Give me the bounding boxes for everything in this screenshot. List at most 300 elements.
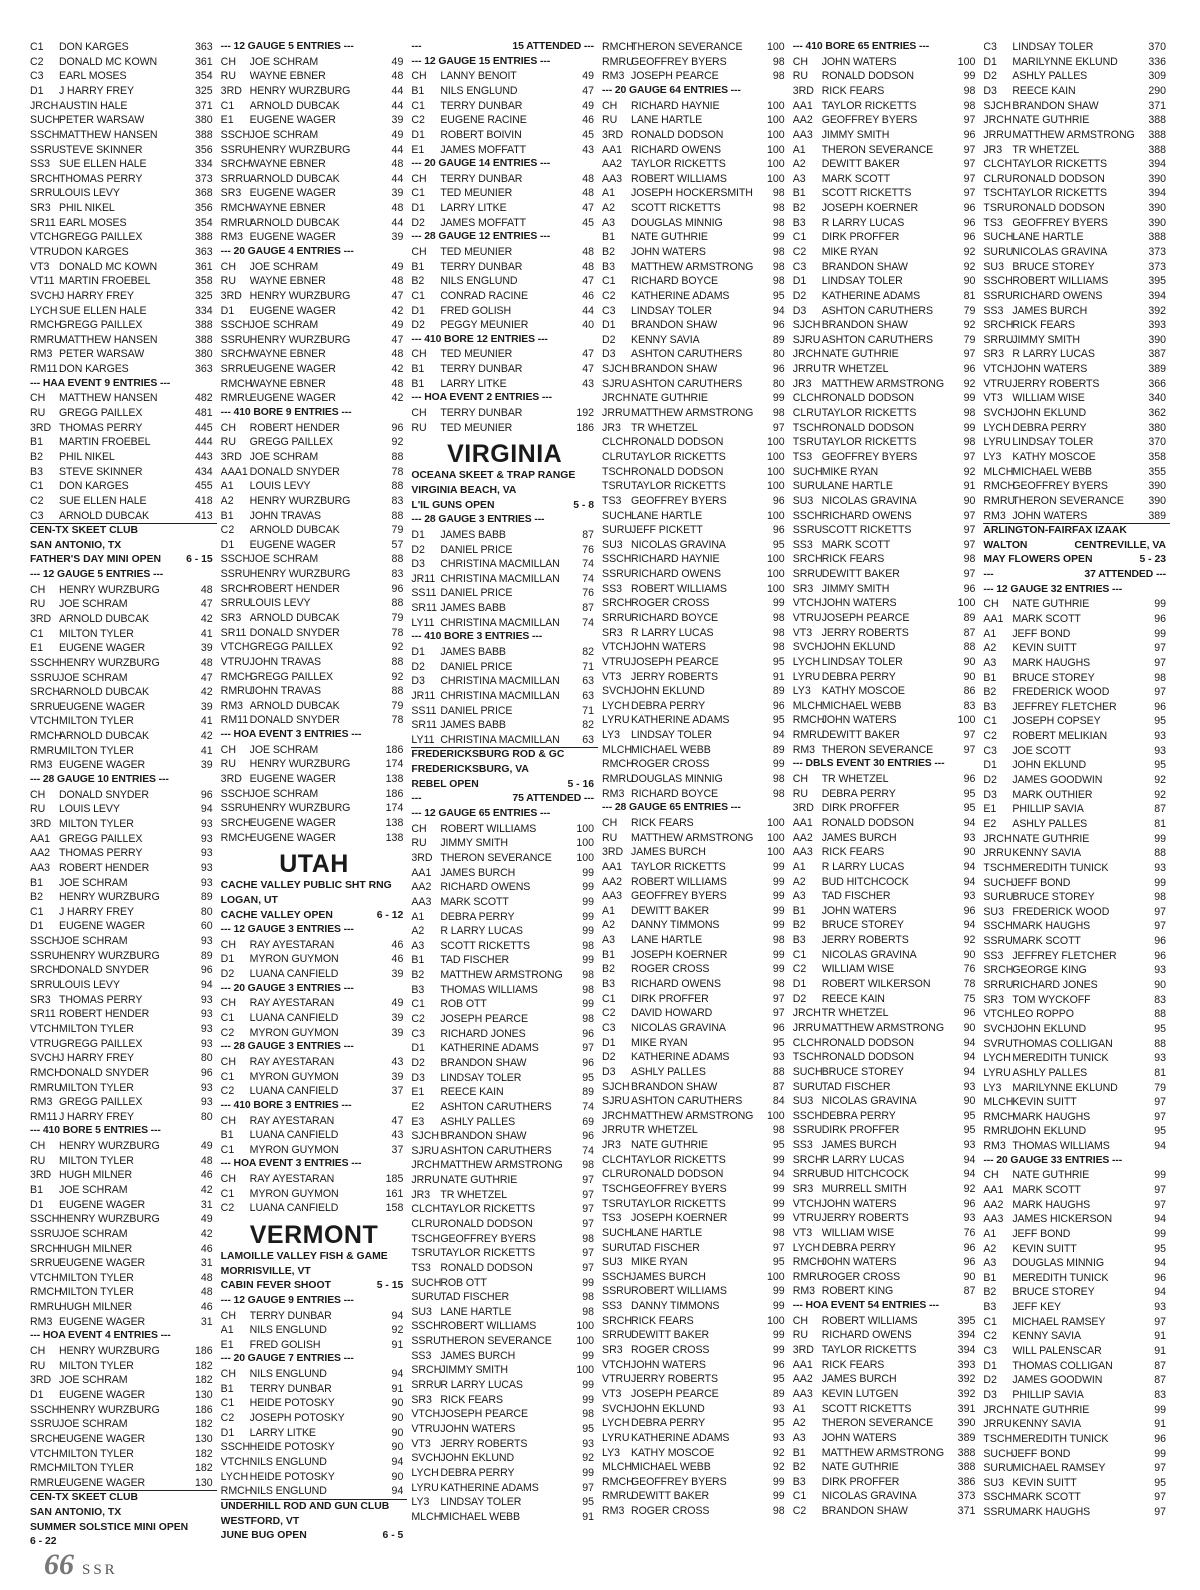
shoot-info-left: FREDERICKSBURG, VA: [411, 764, 529, 776]
score: 39: [391, 1012, 404, 1025]
score: 94: [963, 860, 976, 873]
shooter-name: DANNY TIMMONS: [631, 1300, 720, 1313]
class-code: D2: [983, 70, 997, 83]
results-column: [221, 40, 408, 1545]
class-code: C3: [983, 41, 997, 54]
class-code: AA2: [792, 831, 813, 844]
shooter-name: MILTON TYLER: [59, 1271, 134, 1284]
result-row: [793, 99, 980, 114]
score: 48: [391, 202, 404, 215]
score: 100: [767, 128, 785, 141]
shooter-name: LINDSAY TOLER: [440, 1496, 522, 1509]
shooter-name: J HARRY FREY: [59, 1052, 134, 1065]
shooter-name: JOE SCHRAM: [249, 55, 319, 68]
score: 98: [772, 934, 785, 947]
result-row: [983, 1300, 1170, 1315]
shooter-name: JOE SCHRAM: [249, 450, 319, 463]
shoot-info-right: 5 - 15: [376, 1280, 404, 1292]
shooter-name: ARNOLD DUBCAK: [59, 686, 149, 699]
class-code: SRRU: [792, 1168, 823, 1181]
score: 88: [1154, 847, 1167, 860]
score: 99: [772, 758, 785, 771]
score: 389: [1148, 509, 1167, 522]
shooter-name: MYRON GUYMON: [249, 1187, 339, 1200]
result-row: [221, 1113, 408, 1128]
result-row: [30, 40, 217, 55]
result-row: [793, 186, 980, 201]
result-row: [793, 245, 980, 260]
result-row: [602, 1416, 789, 1431]
result-row: [411, 645, 598, 660]
score: 99: [582, 895, 595, 908]
score: 88: [391, 450, 404, 463]
class-code: MLCH: [983, 465, 1014, 478]
event-header: --- 28 GAUGE 10 ENTRIES ---: [30, 774, 169, 786]
event-header: --- 28 GAUGE 3 ENTRIES ---: [220, 1041, 354, 1053]
shoot-info: [221, 894, 408, 909]
class-code: MLCH: [602, 1461, 633, 1474]
score: 57: [391, 538, 404, 551]
score: 445: [194, 421, 213, 434]
shooter-name: ASHTON CARUTHERS: [440, 1144, 552, 1157]
result-row: [411, 1393, 598, 1408]
event-header-right: 15 ATTENDED ---: [512, 41, 595, 52]
class-code: SRCH: [30, 1242, 61, 1255]
score: 355: [1148, 465, 1167, 478]
score: 79: [391, 699, 404, 712]
result-row: [30, 55, 217, 70]
class-code: SR3: [220, 187, 242, 200]
score: 92: [391, 641, 404, 654]
shooter-name: MATTHEW ARMSTRONG: [631, 1109, 754, 1122]
class-code: RMCH: [983, 1110, 1016, 1123]
score: 100: [767, 846, 785, 859]
result-row: [983, 1256, 1170, 1271]
score: 90: [963, 1021, 976, 1034]
shooter-name: MARTIN FROEBEL: [59, 275, 151, 288]
score: 97: [582, 1174, 595, 1187]
score: 97: [1154, 1183, 1167, 1196]
class-code: RMRU: [30, 1301, 62, 1314]
shooter-name: EUGENE WAGER: [59, 1257, 146, 1270]
result-row: [411, 528, 598, 543]
shooter-name: ASHTON CARUTHERS: [821, 333, 933, 346]
class-code: C1: [30, 41, 44, 54]
result-row: [30, 347, 217, 362]
shooter-name: TED MEUNIER: [440, 245, 513, 258]
result-row: [411, 1378, 598, 1393]
class-code: B2: [983, 686, 997, 699]
shooter-name: THERON SEVERANCE: [821, 1417, 934, 1430]
class-code: SRRU: [411, 1379, 442, 1392]
result-row: [602, 962, 789, 977]
result-row: [221, 1143, 408, 1158]
class-code: A1: [792, 860, 806, 873]
shooter-name: RAY AYESTARAN: [249, 997, 335, 1010]
score: 97: [963, 568, 976, 581]
shooter-name: PHIL NIKEL: [59, 202, 115, 215]
shooter-name: ASHLY PALLES: [440, 1115, 516, 1128]
score: 87: [1154, 1374, 1167, 1387]
class-code: CH: [220, 1368, 236, 1381]
score: 49: [391, 319, 404, 332]
score: 96: [963, 1256, 976, 1269]
class-code: C2: [220, 1026, 235, 1039]
class-code: C3: [792, 260, 807, 273]
class-code: A3: [983, 656, 997, 669]
class-code: SURU: [983, 891, 1014, 904]
score: 97: [1154, 1315, 1167, 1328]
result-row: [793, 1094, 980, 1109]
class-code: C2: [411, 1013, 425, 1026]
score: 78: [963, 978, 976, 991]
score: 94: [963, 875, 976, 888]
result-row: [411, 406, 598, 421]
shooter-name: MATTHEW ARMSTRONG: [440, 969, 563, 982]
shooter-name: RONALD DODSON: [631, 128, 724, 141]
score: 63: [582, 675, 595, 688]
score: 100: [767, 465, 785, 478]
shooter-name: HENRY WURZBURG: [249, 333, 351, 346]
result-row: [793, 816, 980, 831]
shooter-name: WAYNE EBNER: [249, 202, 326, 215]
class-code: SR3: [792, 582, 814, 595]
class-code: D2: [983, 774, 997, 787]
result-row: [793, 860, 980, 875]
shooter-name: NATE GUTHRIE: [631, 1139, 708, 1152]
result-row: [793, 157, 980, 172]
class-code: C1: [220, 1397, 235, 1410]
shooter-name: HENRY WURZBURG: [59, 1403, 160, 1416]
shooter-name: DANNY TIMMONS: [631, 919, 720, 932]
event-header-left: ---: [411, 41, 422, 52]
result-row: [602, 274, 789, 289]
score: 94: [963, 1065, 976, 1078]
score: 79: [391, 524, 404, 537]
result-row: [793, 831, 980, 846]
class-code: 3RD: [220, 773, 242, 786]
event-header-left: ---: [411, 793, 422, 805]
result-row: [793, 1182, 980, 1197]
class-code: C2: [983, 1330, 997, 1343]
score: 89: [772, 1387, 785, 1400]
shooter-name: CHRISTINA MACMILLAN: [440, 572, 560, 585]
shooter-name: ARNOLD DUBCAK: [249, 172, 340, 185]
class-code: SS3: [30, 158, 51, 171]
score: 94: [963, 1051, 976, 1064]
class-code: A1: [983, 627, 997, 640]
class-code: SSCH: [983, 1491, 1013, 1504]
shooter-name: JOHN WATERS: [1012, 509, 1088, 522]
shooter-name: DON KARGES: [59, 41, 129, 54]
class-code: AA1: [792, 1358, 813, 1371]
shooter-name: TERRY DUNBAR: [440, 407, 523, 420]
result-row: [602, 245, 789, 260]
class-code: SSRU: [220, 143, 251, 156]
shooter-name: BUD HITCHCOCK: [821, 875, 909, 888]
class-code: C2: [602, 289, 616, 302]
class-code: CH: [411, 348, 427, 361]
score: 89: [772, 743, 785, 756]
class-code: TSRU: [602, 1197, 631, 1210]
result-row: [793, 918, 980, 933]
score: 88: [391, 553, 404, 566]
score: 42: [200, 1183, 213, 1196]
shooter-name: LANNY BENOIT: [440, 70, 517, 83]
score: 96: [200, 964, 213, 977]
shooter-name: EUGENE WAGER: [249, 816, 336, 829]
result-row: [221, 1338, 408, 1353]
class-code: LY3: [602, 729, 621, 742]
shooter-name: STEVE SKINNER: [59, 465, 143, 478]
shooter-name: TAYLOR RICKETTS: [631, 480, 726, 493]
shooter-name: RICHARD OWENS: [440, 881, 531, 894]
magazine-label: SSR: [82, 1562, 118, 1578]
score: 95: [963, 1109, 976, 1122]
score: 96: [391, 421, 404, 434]
class-code: AA3: [983, 1213, 1004, 1226]
result-row: [30, 1403, 217, 1418]
score: 97: [963, 187, 976, 200]
class-code: SSCH: [220, 553, 251, 566]
score: 98: [582, 1013, 595, 1026]
result-row: [793, 728, 980, 743]
class-code: B3: [30, 465, 43, 478]
class-code: SRRU: [792, 568, 823, 581]
result-row: [411, 289, 598, 304]
result-row: [602, 699, 789, 714]
score: 371: [194, 99, 213, 112]
shooter-name: ROBERT WILLIAMS: [631, 582, 727, 595]
score: 98: [1154, 891, 1167, 904]
result-row: [983, 714, 1170, 729]
event-header: --- 28 GAUGE 3 ENTRIES ---: [411, 514, 545, 526]
class-code: TSCH: [411, 1232, 441, 1245]
shooter-name: JERRY ROBERTS: [1012, 377, 1100, 390]
result-row: [30, 1447, 217, 1462]
shooter-name: TAYLOR RICKETTS: [1012, 187, 1107, 200]
score: 100: [576, 851, 595, 864]
shoot-info: [221, 909, 408, 924]
result-row: [983, 142, 1170, 157]
shoot-info-left: WALTON: [983, 539, 1028, 551]
shooter-name: JEFF PICKETT: [631, 524, 703, 537]
score: 99: [582, 1379, 595, 1392]
shooter-name: NICOLAS GRAVINA: [821, 948, 917, 961]
shooter-name: ROBERT WILLIAMS: [631, 875, 727, 888]
shooter-name: LUANA CANFIELD: [249, 968, 339, 981]
shooter-name: HENRY WURZBURG: [59, 891, 160, 904]
result-row: [30, 1432, 217, 1447]
score: 100: [767, 143, 785, 156]
class-code: VTCH: [602, 1358, 631, 1371]
class-code: CH: [792, 773, 808, 786]
class-code: RU: [792, 70, 808, 83]
result-row: [221, 201, 408, 216]
score: 31: [200, 1315, 213, 1328]
result-row: [411, 1407, 598, 1422]
result-row: [30, 465, 217, 480]
shoot-info-left: L'IL GUNS OPEN: [411, 499, 495, 511]
shooter-name: DONALD SNYDER: [59, 788, 149, 801]
score: 98: [772, 1226, 785, 1239]
shooter-name: LUANA CANFIELD: [249, 1129, 339, 1142]
shooter-name: WAYNE EBNER: [249, 377, 326, 390]
shooter-name: GREGG PAILLEX: [59, 231, 143, 244]
result-row: [793, 523, 980, 538]
result-row: [793, 1138, 980, 1153]
result-row: [411, 718, 598, 733]
result-row: [30, 788, 217, 803]
result-row: [221, 304, 408, 319]
class-code: RU: [411, 837, 427, 850]
result-row: [793, 992, 980, 1007]
shooter-name: JAMES BURCH: [821, 831, 897, 844]
result-row: [793, 655, 980, 670]
class-code: SUCH: [792, 1065, 823, 1078]
shooter-name: ROB OTT: [440, 1276, 487, 1289]
score: 39: [200, 642, 213, 655]
class-code: CH: [30, 583, 46, 596]
shooter-name: HENRY WURZBURG: [249, 758, 351, 771]
result-row: [602, 1182, 789, 1197]
result-row: [411, 113, 598, 128]
score: 96: [963, 202, 976, 215]
result-row: [30, 450, 217, 465]
class-code: SU3: [983, 260, 1004, 273]
class-code: AA3: [792, 128, 813, 141]
result-row: [221, 55, 408, 70]
result-row: [793, 1197, 980, 1212]
result-row: [30, 1476, 217, 1491]
class-code: SSRU: [983, 935, 1013, 948]
shooter-name: PETER WARSAW: [59, 348, 145, 361]
result-row: [602, 582, 789, 597]
result-row: [983, 172, 1170, 187]
result-row: [221, 831, 408, 846]
shoot-info-left: CACHE VALLEY PUBLIC SHT RNG: [220, 880, 392, 892]
score: 93: [1154, 964, 1167, 977]
result-row: [221, 377, 408, 392]
shooter-name: GEOFFREY BYERS: [631, 494, 727, 507]
score: 47: [582, 363, 595, 376]
result-row: [411, 1451, 598, 1466]
result-row: [793, 1475, 980, 1490]
class-code: CH: [30, 1140, 46, 1153]
shooter-name: JOHN EKLUND: [1012, 1022, 1087, 1035]
class-code: D3: [983, 84, 997, 97]
shooter-name: ROBERT HENDER: [59, 1008, 150, 1021]
shooter-name: R LARRY LUCAS: [440, 925, 523, 938]
shooter-name: JAMES BURCH: [440, 1349, 516, 1362]
class-code: SRCH: [30, 1432, 61, 1445]
score: 39: [391, 1026, 404, 1039]
shooter-name: THERON SEVERANCE: [631, 41, 743, 54]
class-code: SR11: [30, 216, 56, 229]
class-code: D1: [30, 920, 44, 933]
class-code: TSCH: [983, 187, 1013, 200]
score: 99: [1154, 1227, 1167, 1240]
shooter-name: KATHERINE ADAMS: [821, 289, 921, 302]
result-row: [602, 1109, 789, 1124]
result-row: [793, 567, 980, 582]
shooter-name: JOHN TRAVAS: [249, 509, 321, 522]
shooter-name: HUGH MILNER: [59, 1169, 133, 1182]
class-code: D2: [411, 216, 425, 229]
score: 46: [391, 953, 404, 966]
score: 161: [385, 1187, 404, 1200]
event-header: --- HOA EVENT 2 ENTRIES ---: [411, 392, 552, 404]
score: 92: [963, 1182, 976, 1195]
result-row: [793, 1065, 980, 1080]
result-row: [983, 186, 1170, 201]
result-row: [30, 627, 217, 642]
class-code: LYRU: [602, 1431, 630, 1444]
shooter-name: JOE SCHRAM: [59, 598, 128, 611]
score: 185: [385, 1173, 404, 1186]
result-row: [983, 934, 1170, 949]
class-code: JRCH: [983, 114, 1012, 127]
class-code: VT11: [30, 275, 55, 288]
result-row: [793, 552, 980, 567]
score: 39: [200, 759, 213, 772]
class-code: CH: [411, 172, 427, 185]
result-row: [221, 582, 408, 597]
class-code: C2: [792, 1505, 807, 1518]
result-row: [602, 1446, 789, 1461]
class-code: CH: [792, 1314, 808, 1327]
shooter-name: JOE SCHRAM: [59, 671, 128, 684]
score: 97: [1154, 656, 1167, 669]
score: 336: [1148, 55, 1167, 68]
score: 290: [1148, 84, 1167, 97]
shooter-name: DIRK PROFFER: [821, 1124, 900, 1137]
score: 48: [391, 348, 404, 361]
class-code: SJCH: [602, 363, 630, 376]
shooter-name: GREGG PAILLEX: [249, 436, 333, 449]
result-row: [793, 391, 980, 406]
result-row: [602, 260, 789, 275]
class-code: VT3: [602, 670, 622, 683]
score: 98: [582, 969, 595, 982]
class-code: C1: [220, 1143, 235, 1156]
shooter-name: DONALD SNYDER: [249, 465, 340, 478]
score: 380: [1148, 421, 1167, 434]
score: 96: [1154, 935, 1167, 948]
result-row: [30, 245, 217, 260]
score: 482: [194, 392, 213, 405]
class-code: LY3: [411, 1496, 430, 1509]
shooter-name: DON KARGES: [59, 480, 129, 493]
shooter-name: KENNY SAVIA: [1012, 847, 1081, 860]
results-column: [30, 40, 217, 1545]
event-header: --- 28 GAUGE 65 ENTRIES ---: [602, 802, 741, 814]
result-row: [983, 1124, 1170, 1139]
result-row: [221, 787, 408, 802]
class-code: SSCH: [220, 1441, 251, 1454]
class-code: A3: [792, 890, 806, 903]
class-code: D2: [411, 660, 425, 673]
class-code: SU3: [792, 494, 814, 507]
shooter-name: CHRISTINA MACMILLAN: [440, 558, 560, 571]
result-row: [221, 699, 408, 714]
result-row: [602, 1065, 789, 1080]
result-row: [983, 1447, 1170, 1462]
class-code: C3: [30, 509, 44, 522]
shooter-name: BRUCE STOREY: [1012, 1286, 1095, 1299]
shooter-name: MATTHEW ARMSTRONG: [821, 1446, 944, 1459]
result-row: [602, 611, 789, 626]
